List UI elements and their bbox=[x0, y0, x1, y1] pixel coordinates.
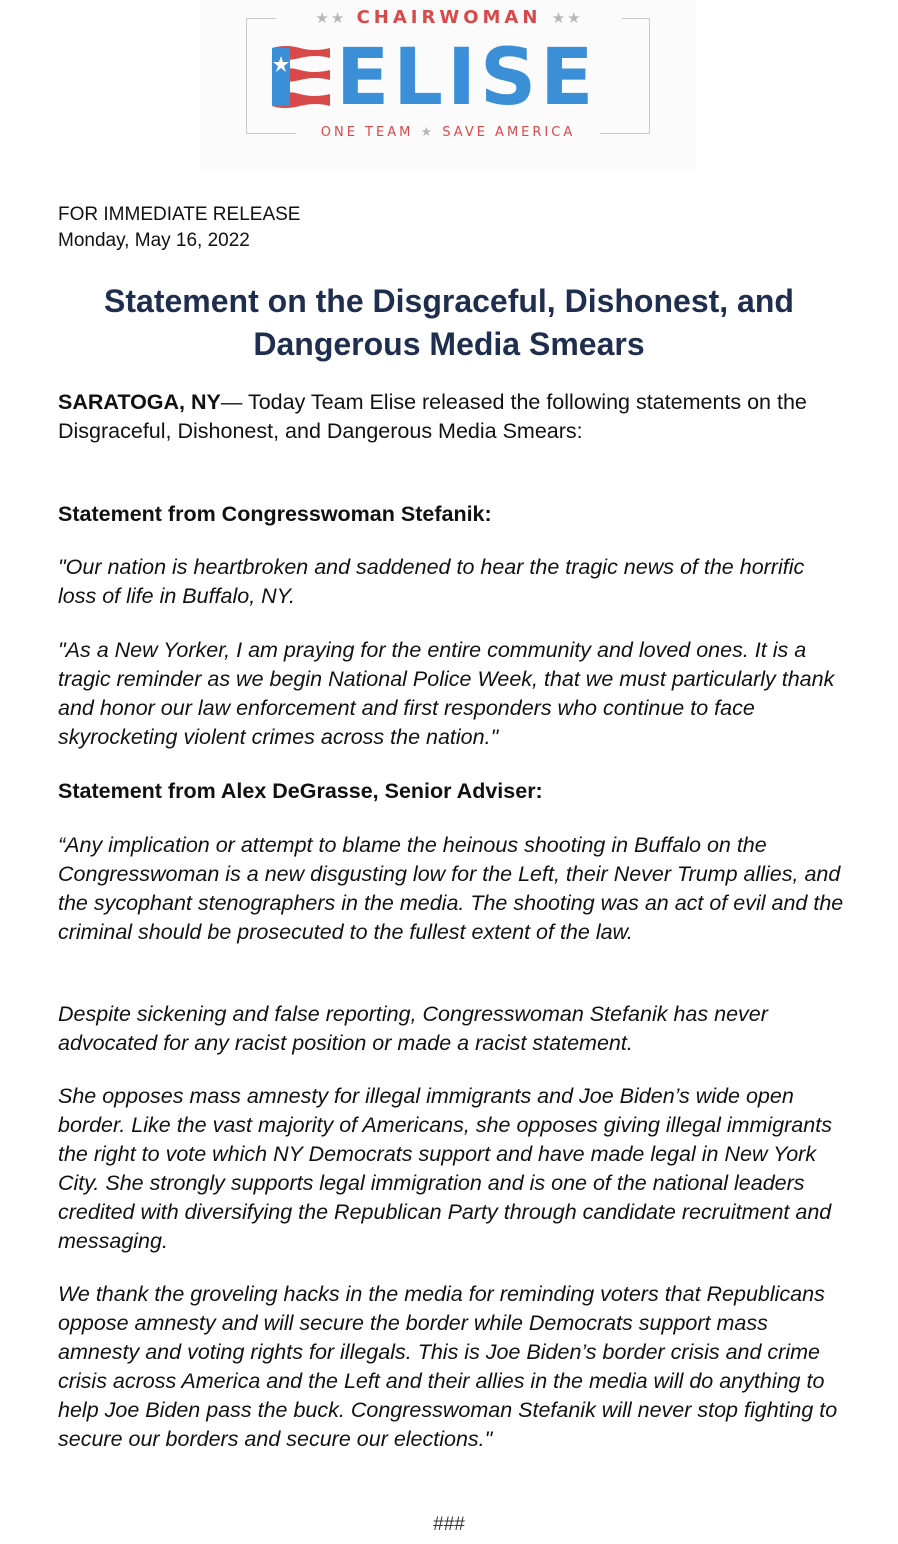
degrasse-paragraph-2: Despite sickening and false reporting, Congresswoman Stefanik has never advocated for any racist position or made a racist statement. bbox=[58, 1002, 768, 1055]
logo-frame-top-left-line bbox=[246, 18, 276, 19]
degrasse-paragraph-1: “Any implication or attempt to blame the heinous shooting in Buffalo on the Congresswoman is a new disgusting low for the Left, their Never Trump allies, and the sycophant stenographers in the media. The shooting was an act of evil and the criminal should be prosecuted to the fullest extent of the law. bbox=[58, 833, 844, 944]
logo-frame-bottom-right-line bbox=[598, 133, 650, 134]
section-heading-stefanik: Statement from Congresswoman Stefanik: bbox=[58, 502, 492, 526]
end-mark: ### bbox=[433, 1514, 465, 1535]
logo-tagline bbox=[296, 124, 600, 142]
logo-top-line bbox=[274, 6, 624, 30]
star-icon: ★★ bbox=[551, 9, 583, 27]
section-heading-degrasse: Statement from Alex DeGrasse, Senior Adviser: bbox=[58, 779, 543, 803]
logo-tagline-right: SAVE AMERICA bbox=[442, 125, 576, 140]
intro-paragraph bbox=[58, 388, 848, 446]
page-title-line-1: Statement on the Disgraceful, Dishonest, and bbox=[104, 283, 794, 319]
stefanik-paragraph-2: "As a New Yorker, I am praying for the entire community and loved ones. It is a tragic reminder as we begin National Police Week, that we must particularly thank and honor our law enforcement and first responders who continue to face skyrocketing violent crimes across the nation." bbox=[58, 638, 835, 749]
release-date: Monday, May 16, 2022 bbox=[58, 230, 250, 251]
release-label: FOR IMMEDIATE RELEASE bbox=[58, 204, 301, 225]
degrasse-paragraph-3: She opposes mass amnesty for illegal immigrants and Joe Biden’s wide open border. Like the vast majority of Americans, she opposes giving illegal immigrants the right to vote which NY Democrats support and have made legal in New York City. She strongly supports legal immigration and is one of the national leaders credited with diversifying the Republican Party through candidate recruitment and messaging. bbox=[58, 1084, 832, 1253]
star-icon: ★★ bbox=[315, 9, 347, 27]
page-title-line-2: Dangerous Media Smears bbox=[253, 326, 645, 362]
dateline: SARATOGA, NY bbox=[58, 390, 221, 414]
logo-frame-top-right-line bbox=[622, 18, 650, 19]
degrasse-paragraph-4: We thank the groveling hacks in the media for reminding voters that Republicans oppose amnesty and will secure the border while Democrats support mass amnesty and voting rights for illegals. This is Joe Biden’s border crisis and crime crisis across America and the Left and their allies in the media will do anything to help Joe Biden pass the buck. Congresswoman Stefanik will never stop fighting to secure our borders and secure our elections." bbox=[58, 1282, 838, 1451]
stefanik-paragraph-1: "Our nation is heartbroken and saddened to hear the tragic news of the horrific loss of life in Buffalo, NY. bbox=[58, 555, 805, 608]
logo-top-text: CHAIRWOMAN bbox=[356, 7, 542, 28]
logo-frame-bottom-left-line bbox=[246, 133, 298, 134]
page-title bbox=[40, 280, 858, 366]
logo-tagline-left: ONE TEAM bbox=[320, 125, 414, 140]
flag-e-logo-icon bbox=[270, 44, 332, 110]
star-icon: ★ bbox=[420, 125, 436, 140]
release-info bbox=[58, 202, 300, 254]
logo-name: ELISE bbox=[336, 33, 598, 123]
intro-text: — Today Team Elise released the following statements on the Disgraceful, Dishonest, and Dangerous Media Smears: bbox=[58, 390, 807, 443]
